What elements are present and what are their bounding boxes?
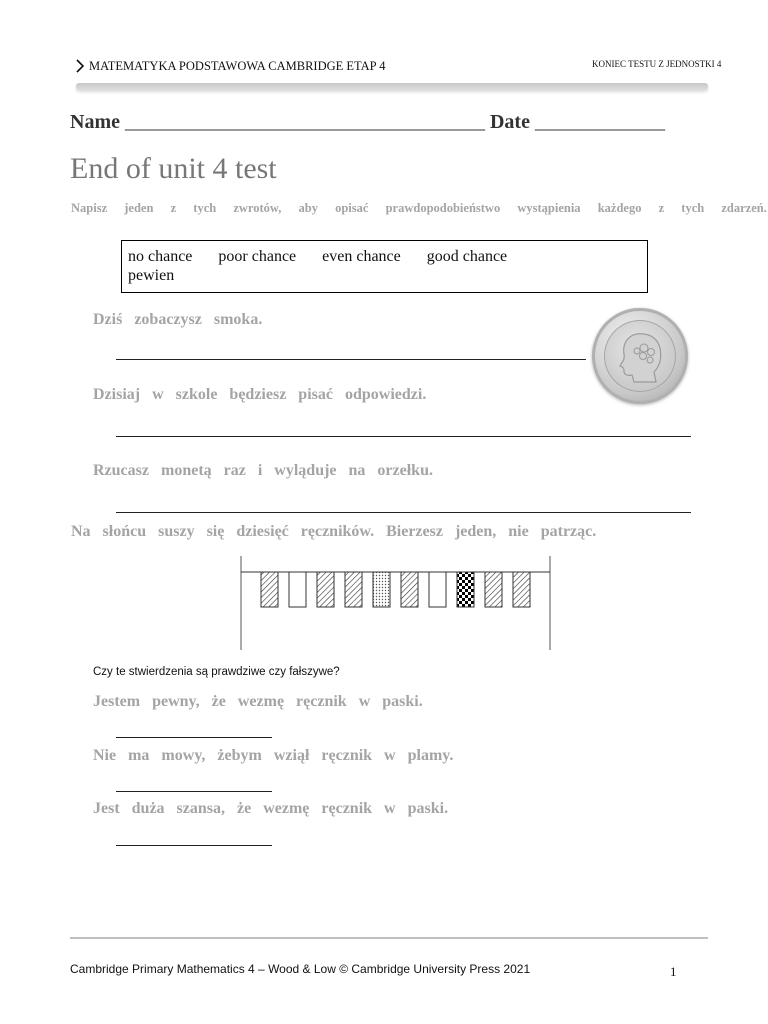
statement-3: Jest duża szansa, że wezmę ręcznik w paski. xyxy=(93,800,449,817)
instruction-word: zdarzeń. xyxy=(721,201,767,215)
answer-line-2[interactable] xyxy=(116,436,691,437)
coin-image xyxy=(592,308,688,404)
header-left-text: MATEMATYKA PODSTAWOWA CAMBRIDGE ETAP 4 xyxy=(89,58,386,73)
footer-divider xyxy=(70,937,708,939)
instruction-word: opisać xyxy=(335,201,369,215)
page-number: 1 xyxy=(670,964,677,979)
instruction-word: każdego xyxy=(597,201,642,215)
phrase-option: poor chance xyxy=(218,248,297,265)
name-field[interactable]: ____________________________________ xyxy=(124,111,485,133)
towel-plain xyxy=(429,572,446,607)
instruction-word: z xyxy=(170,201,177,215)
answer-line-3[interactable] xyxy=(116,512,691,513)
instruction-word: zwrotów, xyxy=(233,201,282,215)
towel-plain xyxy=(289,572,306,607)
phrase-option: pewien xyxy=(128,267,175,284)
instruction-word: z xyxy=(658,201,665,215)
question-2: Dzisiaj w szkole będziesz pisać odpowiedzi. xyxy=(93,386,427,403)
towel-intro: Na słońcu suszy się dziesięć ręczników. Bierzesz jeden, nie patrząc. xyxy=(71,523,597,540)
towel-striped xyxy=(513,572,530,607)
towel-dotted xyxy=(373,572,390,607)
page-title: End of unit 4 test xyxy=(70,152,277,185)
towel-checked xyxy=(457,572,474,607)
instruction-word: jeden xyxy=(124,201,154,215)
question-3: Rzucasz monetą raz i wyląduje na orzełku. xyxy=(93,462,433,479)
answer-line-1[interactable] xyxy=(116,359,586,360)
instruction-word: aby xyxy=(298,201,318,215)
phrase-option: no chance xyxy=(128,248,193,265)
instruction-word: Napisz xyxy=(71,201,108,215)
header-title xyxy=(74,58,386,74)
name-label: Name xyxy=(70,111,120,133)
date-field[interactable]: _____________ xyxy=(534,111,665,133)
phrase-option: even chance xyxy=(322,248,401,265)
footer-text: Cambridge Primary Mathematics 4 – Wood & Low © Cambridge University Press 2021 xyxy=(70,962,531,976)
statement-1: Jestem pewny, że wezmę ręcznik w paski. xyxy=(93,693,423,710)
sub-question: Czy te stwierdzenia są prawdziwe czy fałszywe? xyxy=(93,666,340,678)
instruction-word: prawdopodobieństwo xyxy=(385,201,501,215)
answer-line-5[interactable] xyxy=(116,791,272,792)
question-1: Dziś zobaczysz smoka. xyxy=(93,311,263,328)
towel-striped xyxy=(261,572,278,607)
date-label: Date xyxy=(489,111,530,133)
statement-2: Nie ma mowy, żebym wziął ręcznik w plamy. xyxy=(93,747,454,764)
phrase-box xyxy=(121,240,648,293)
towel-line-image xyxy=(240,556,552,652)
phrase-option: good chance xyxy=(426,248,508,265)
answer-line-6[interactable] xyxy=(116,845,272,846)
header-divider xyxy=(76,83,708,90)
instruction-word: tych xyxy=(681,201,705,215)
instruction-word: wystąpienia xyxy=(517,201,581,215)
towel-striped xyxy=(317,572,334,607)
answer-line-4[interactable] xyxy=(116,737,272,738)
towel-striped xyxy=(345,572,362,607)
towel-striped xyxy=(485,572,502,607)
instruction-word: tych xyxy=(193,201,217,215)
coin-head-icon xyxy=(614,328,666,384)
towel-striped xyxy=(401,572,418,607)
name-date-row xyxy=(70,111,665,134)
instruction xyxy=(71,201,767,216)
header-right-text: KONIEC TESTU Z JEDNOSTKI 4 xyxy=(592,59,722,69)
chevron-right-icon xyxy=(74,58,86,74)
